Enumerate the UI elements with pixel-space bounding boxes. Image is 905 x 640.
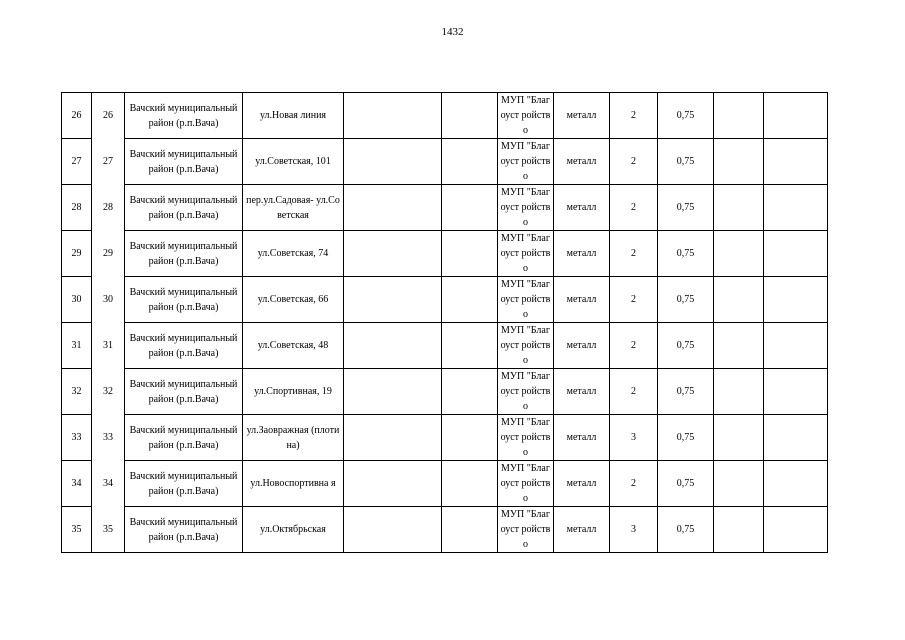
owner-cell: МУП "Благоуст ройство xyxy=(498,277,554,323)
row-number-cell: 34 xyxy=(62,461,92,507)
material-cell: металл xyxy=(554,93,610,139)
district-cell: Вачский муниципальный район (р.п.Вача) xyxy=(125,139,243,185)
row-index-cell: 33 xyxy=(92,415,125,461)
row-number-cell: 27 xyxy=(62,139,92,185)
blank-cell-5 xyxy=(344,369,442,415)
count-cell: 3 xyxy=(610,415,658,461)
blank-cell-6 xyxy=(442,277,498,323)
material-cell: металл xyxy=(554,507,610,553)
row-index-cell: 27 xyxy=(92,139,125,185)
count-cell: 3 xyxy=(610,507,658,553)
district-cell: Вачский муниципальный район (р.п.Вача) xyxy=(125,323,243,369)
row-index-cell: 35 xyxy=(92,507,125,553)
owner-cell: МУП "Благоуст ройство xyxy=(498,93,554,139)
address-cell: пер.ул.Садовая- ул.Советская xyxy=(243,185,344,231)
blank-cell-12 xyxy=(764,277,828,323)
count-cell: 2 xyxy=(610,461,658,507)
blank-cell-6 xyxy=(442,369,498,415)
blank-cell-11 xyxy=(714,369,764,415)
blank-cell-5 xyxy=(344,93,442,139)
owner-cell: МУП "Благоуст ройство xyxy=(498,185,554,231)
material-cell: металл xyxy=(554,231,610,277)
district-cell: Вачский муниципальный район (р.п.Вача) xyxy=(125,185,243,231)
owner-cell: МУП "Благоуст ройство xyxy=(498,369,554,415)
count-cell: 2 xyxy=(610,185,658,231)
address-cell: ул.Советская, 66 xyxy=(243,277,344,323)
count-cell: 2 xyxy=(610,93,658,139)
blank-cell-6 xyxy=(442,415,498,461)
row-index-cell: 30 xyxy=(92,277,125,323)
address-cell: ул.Заовражная (плотина) xyxy=(243,415,344,461)
table-row xyxy=(62,369,828,415)
volume-cell: 0,75 xyxy=(658,139,714,185)
row-number-cell: 35 xyxy=(62,507,92,553)
count-cell: 2 xyxy=(610,231,658,277)
material-cell: металл xyxy=(554,323,610,369)
blank-cell-11 xyxy=(714,93,764,139)
registry-table xyxy=(61,92,828,553)
row-number-cell: 28 xyxy=(62,185,92,231)
volume-cell: 0,75 xyxy=(658,93,714,139)
table-row xyxy=(62,415,828,461)
blank-cell-12 xyxy=(764,369,828,415)
district-cell: Вачский муниципальный район (р.п.Вача) xyxy=(125,369,243,415)
blank-cell-12 xyxy=(764,323,828,369)
address-cell: ул.Новоспортивна я xyxy=(243,461,344,507)
blank-cell-5 xyxy=(344,139,442,185)
address-cell: ул.Советская, 74 xyxy=(243,231,344,277)
owner-cell: МУП "Благоуст ройство xyxy=(498,415,554,461)
material-cell: металл xyxy=(554,369,610,415)
blank-cell-12 xyxy=(764,461,828,507)
row-index-cell: 29 xyxy=(92,231,125,277)
volume-cell: 0,75 xyxy=(658,461,714,507)
blank-cell-5 xyxy=(344,507,442,553)
blank-cell-5 xyxy=(344,461,442,507)
owner-cell: МУП "Благоуст ройство xyxy=(498,507,554,553)
table-row xyxy=(62,461,828,507)
district-cell: Вачский муниципальный район (р.п.Вача) xyxy=(125,277,243,323)
blank-cell-5 xyxy=(344,323,442,369)
row-index-cell: 34 xyxy=(92,461,125,507)
blank-cell-11 xyxy=(714,323,764,369)
blank-cell-12 xyxy=(764,415,828,461)
blank-cell-6 xyxy=(442,139,498,185)
row-number-cell: 30 xyxy=(62,277,92,323)
row-index-cell: 32 xyxy=(92,369,125,415)
material-cell: металл xyxy=(554,277,610,323)
material-cell: металл xyxy=(554,461,610,507)
blank-cell-6 xyxy=(442,461,498,507)
row-number-cell: 33 xyxy=(62,415,92,461)
district-cell: Вачский муниципальный район (р.п.Вача) xyxy=(125,507,243,553)
blank-cell-12 xyxy=(764,507,828,553)
row-number-cell: 26 xyxy=(62,93,92,139)
volume-cell: 0,75 xyxy=(658,277,714,323)
volume-cell: 0,75 xyxy=(658,369,714,415)
blank-cell-5 xyxy=(344,231,442,277)
count-cell: 2 xyxy=(610,139,658,185)
volume-cell: 0,75 xyxy=(658,507,714,553)
row-index-cell: 28 xyxy=(92,185,125,231)
table-row xyxy=(62,139,828,185)
volume-cell: 0,75 xyxy=(658,185,714,231)
district-cell: Вачский муниципальный район (р.п.Вача) xyxy=(125,415,243,461)
table-row xyxy=(62,323,828,369)
district-cell: Вачский муниципальный район (р.п.Вача) xyxy=(125,231,243,277)
blank-cell-11 xyxy=(714,415,764,461)
volume-cell: 0,75 xyxy=(658,231,714,277)
volume-cell: 0,75 xyxy=(658,323,714,369)
page-number: 1432 xyxy=(441,26,464,38)
blank-cell-6 xyxy=(442,231,498,277)
blank-cell-11 xyxy=(714,461,764,507)
material-cell: металл xyxy=(554,139,610,185)
blank-cell-5 xyxy=(344,277,442,323)
address-cell: ул.Октябрьская xyxy=(243,507,344,553)
blank-cell-5 xyxy=(344,415,442,461)
owner-cell: МУП "Благоуст ройство xyxy=(498,461,554,507)
address-cell: ул.Спортивная, 19 xyxy=(243,369,344,415)
blank-cell-11 xyxy=(714,507,764,553)
address-cell: ул.Новая линия xyxy=(243,93,344,139)
material-cell: металл xyxy=(554,415,610,461)
district-cell: Вачский муниципальный район (р.п.Вача) xyxy=(125,461,243,507)
material-cell: металл xyxy=(554,185,610,231)
row-number-cell: 31 xyxy=(62,323,92,369)
row-number-cell: 32 xyxy=(62,369,92,415)
registry-body xyxy=(62,93,828,553)
count-cell: 2 xyxy=(610,277,658,323)
address-cell: ул.Советская, 48 xyxy=(243,323,344,369)
owner-cell: МУП "Благоуст ройство xyxy=(498,323,554,369)
blank-cell-11 xyxy=(714,185,764,231)
blank-cell-6 xyxy=(442,185,498,231)
table-row xyxy=(62,231,828,277)
blank-cell-6 xyxy=(442,507,498,553)
blank-cell-11 xyxy=(714,277,764,323)
table-row xyxy=(62,507,828,553)
table-row xyxy=(62,185,828,231)
owner-cell: МУП "Благоуст ройство xyxy=(498,139,554,185)
row-index-cell: 31 xyxy=(92,323,125,369)
district-cell: Вачский муниципальный район (р.п.Вача) xyxy=(125,93,243,139)
blank-cell-12 xyxy=(764,185,828,231)
blank-cell-12 xyxy=(764,231,828,277)
blank-cell-11 xyxy=(714,231,764,277)
blank-cell-6 xyxy=(442,93,498,139)
address-cell: ул.Советская, 101 xyxy=(243,139,344,185)
table-row xyxy=(62,93,828,139)
blank-cell-12 xyxy=(764,139,828,185)
count-cell: 2 xyxy=(610,323,658,369)
owner-cell: МУП "Благоуст ройство xyxy=(498,231,554,277)
row-index-cell: 26 xyxy=(92,93,125,139)
volume-cell: 0,75 xyxy=(658,415,714,461)
count-cell: 2 xyxy=(610,369,658,415)
blank-cell-5 xyxy=(344,185,442,231)
row-number-cell: 29 xyxy=(62,231,92,277)
blank-cell-6 xyxy=(442,323,498,369)
blank-cell-12 xyxy=(764,93,828,139)
blank-cell-11 xyxy=(714,139,764,185)
table-row xyxy=(62,277,828,323)
